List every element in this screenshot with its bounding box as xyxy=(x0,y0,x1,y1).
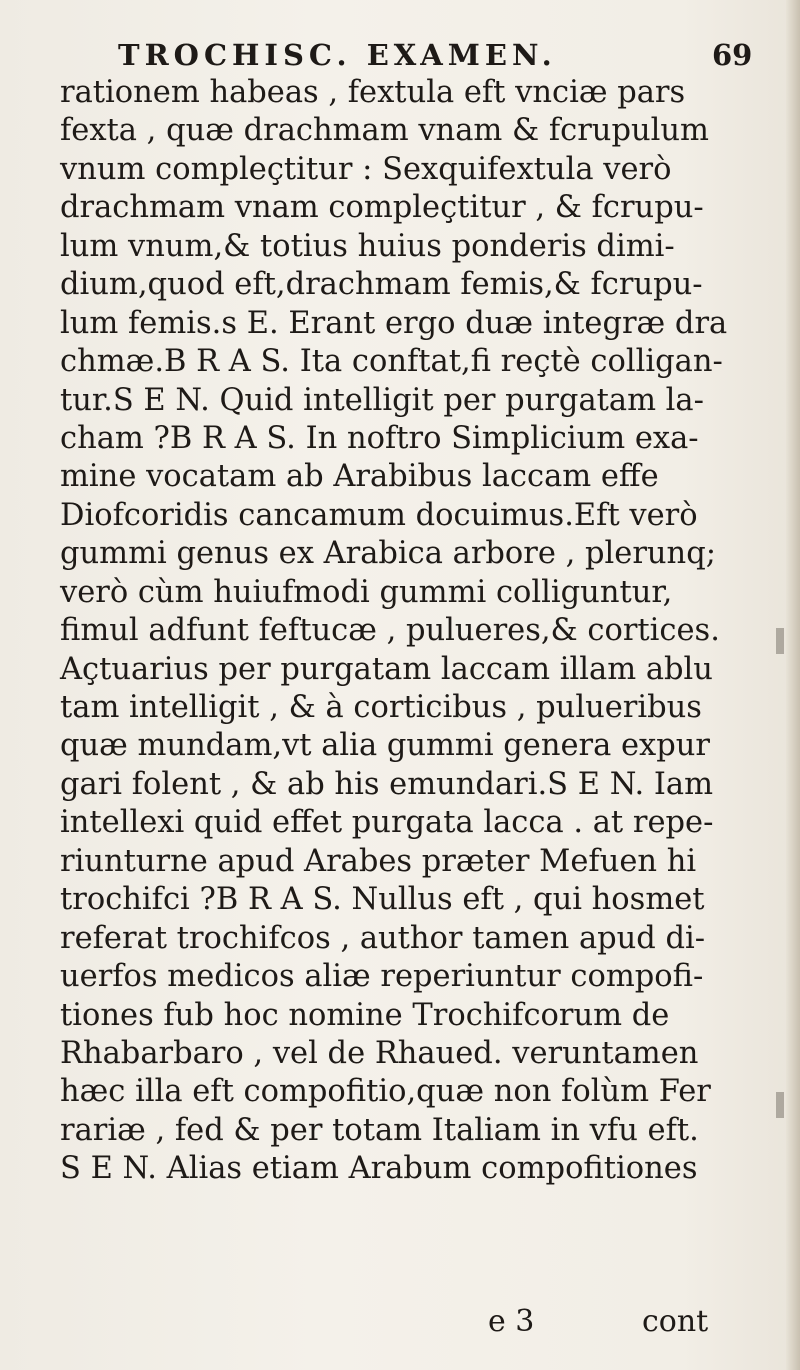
text-line: verò cùm huiufmodi gummi colliguntur, xyxy=(60,574,673,610)
text-line: Diofcoridis cancamum docuimus.Eft verò xyxy=(60,497,698,533)
text-line: chmæ.B R A S. Ita conftat,fi reçtè colligan- xyxy=(60,344,723,380)
text-line: intellexi quid effet purgata lacca . at repe- xyxy=(60,805,714,841)
text-line: quæ mundam,vt alia gummi genera expur xyxy=(60,728,711,764)
text-line: hæc illa eft compofitio,quæ non folùm Fer xyxy=(60,1074,711,1110)
text-line: gummi genus ex Arabica arbore , plerunq; xyxy=(60,536,717,572)
text-line: cham ?B R A S. In noftro Simplicium exa- xyxy=(60,420,699,456)
catchword: cont xyxy=(642,1304,709,1339)
text-line: tur.S E N. Quid intelligit per purgatam la- xyxy=(60,382,704,418)
signature-mark: e 3 xyxy=(488,1304,535,1339)
edge-mark xyxy=(776,628,784,654)
text-block xyxy=(60,74,775,1189)
text-line: dium,quod eft,drachmam femis,& fcrupu- xyxy=(60,267,703,303)
page-number: 69 xyxy=(712,38,753,72)
text-line: lum femis.s E. Erant ergo duæ integræ dra xyxy=(60,305,728,341)
text-line: tiones fub hoc nomine Trochifcorum de xyxy=(60,997,670,1033)
running-head: TROCHISC. EXAMEN. xyxy=(118,38,557,72)
text-line: trochifci ?B R A S. Nullus eft , qui hosmet xyxy=(60,882,705,918)
text-line: Açtuarius per purgatam laccam illam ablu xyxy=(60,651,713,687)
text-line: tam intelligit , & à corticibus , pulueribus xyxy=(60,690,702,725)
page-footer xyxy=(0,1304,800,1344)
edge-mark xyxy=(776,1092,784,1118)
text-line: drachmam vnam compleçtitur , & fcrupu- xyxy=(60,190,704,226)
text-line: fimul adfunt feftucæ , pulueres,& cortices. xyxy=(60,613,720,649)
text-line: uerfos medicos aliæ reperiuntur compofi- xyxy=(60,959,704,995)
text-line: S E N. Alias etiam Arabum compofitiones xyxy=(60,1151,698,1187)
text-line: mine vocatam ab Arabibus laccam effe xyxy=(60,459,659,495)
text-line: Rhabarbaro , vel de Rhaued. veruntamen xyxy=(60,1035,699,1071)
text-line: referat trochifcos , author tamen apud di- xyxy=(60,920,706,956)
text-line: vnum compleçtitur : Sexquifextula verò xyxy=(60,151,672,187)
text-line: gari folent , & ab his emundari.S E N. Iam xyxy=(60,766,713,802)
page-edge-shadow xyxy=(786,0,800,1370)
text-line: fexta , quæ drachmam vnam & fcrupulum xyxy=(60,113,709,149)
text-line: rariæ , fed & per totam Italiam in vfu eft. xyxy=(60,1112,699,1148)
text-line: lum vnum,& totius huius ponderis dimi- xyxy=(60,228,675,264)
text-line: rationem habeas , fextula eft vnciæ pars xyxy=(60,75,686,110)
text-line: riunturne apud Arabes præter Mefuen hi xyxy=(60,843,697,879)
